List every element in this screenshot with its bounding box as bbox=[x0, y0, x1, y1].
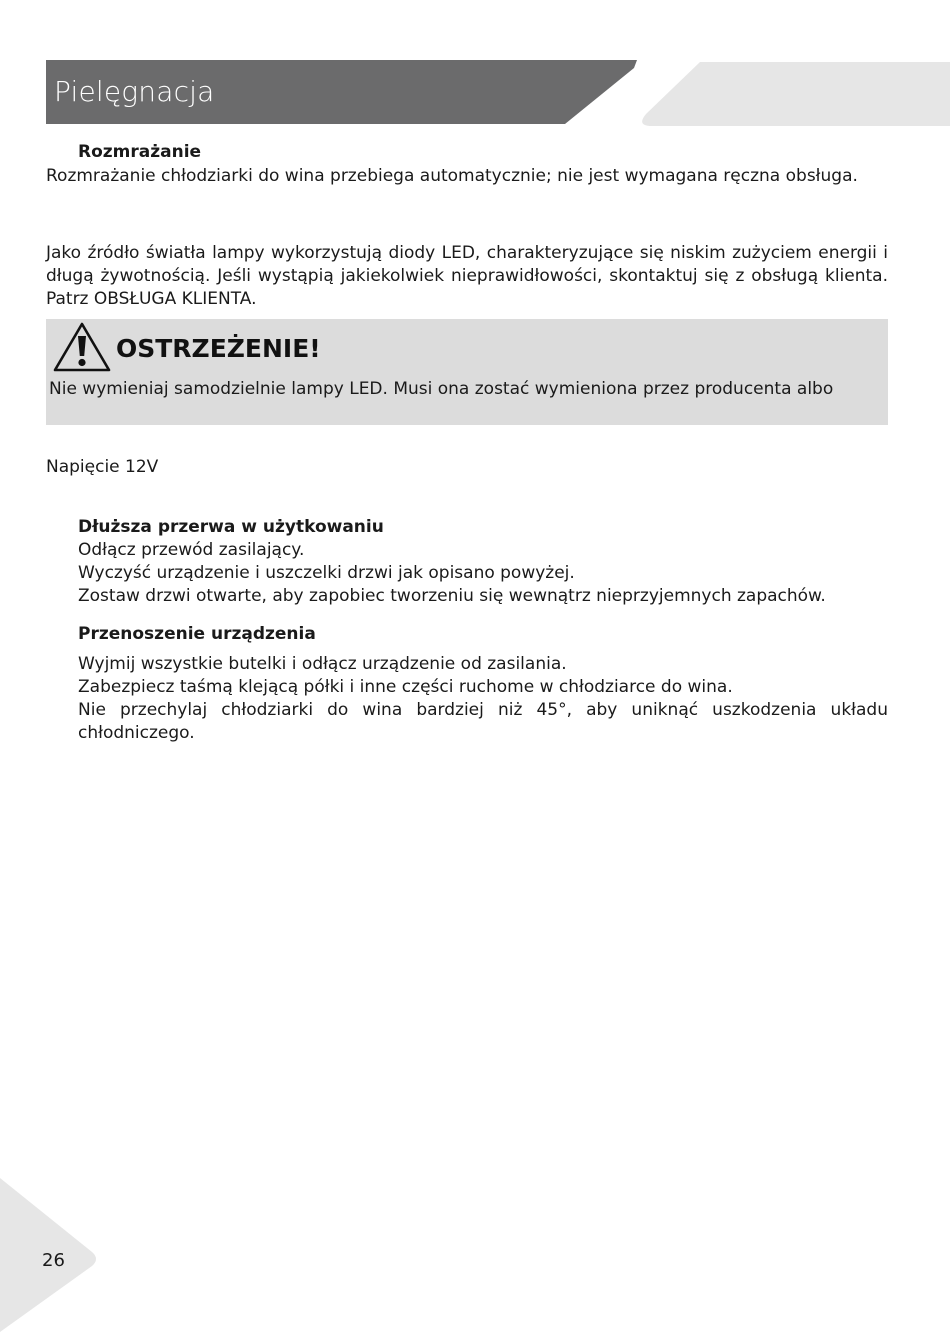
moving-line: Nie przechylaj chłodziarki do wina bardziej niż 45°, aby uniknąć uszkodzenia układu chłodniczego. bbox=[78, 700, 888, 743]
moving-line: Zabezpiecz taśmą klejącą półki i inne części ruchome w chłodziarce do wina. bbox=[78, 677, 733, 697]
page-title: Pielęgnacja bbox=[54, 75, 215, 108]
moving-line: Wyjmij wszystkie butelki i odłącz urządzenie od zasilania. bbox=[78, 654, 567, 674]
warning-text: Nie wymieniaj samodzielnie lampy LED. Musi ona zostać wymieniona przez producenta albo bbox=[49, 379, 834, 399]
warning-title: OSTRZEŻENIE! bbox=[116, 334, 321, 363]
voltage-text: Napięcie 12V bbox=[46, 457, 159, 477]
long-break-line: Zostaw drzwi otwarte, aby zapobiec tworzeniu się wewnątrz nieprzyjemnych zapachów. bbox=[78, 586, 826, 606]
warning-triangle-icon bbox=[52, 321, 112, 373]
page-number: 26 bbox=[42, 1250, 65, 1271]
long-break-list bbox=[78, 539, 888, 608]
long-break-line: Odłącz przewód zasilający. bbox=[78, 540, 305, 560]
long-break-heading: Dłuższa przerwa w użytkowaniu bbox=[78, 517, 384, 537]
header-light-band bbox=[642, 62, 950, 126]
moving-list bbox=[78, 653, 888, 745]
moving-heading: Przenoszenie urządzenia bbox=[78, 624, 316, 644]
defrost-text: Rozmrażanie chłodziarki do wina przebiega automatycznie; nie jest wymagana ręczna obsługa. bbox=[46, 166, 858, 186]
long-break-line: Wyczyść urządzenie i uszczelki drzwi jak opisano powyżej. bbox=[78, 563, 575, 583]
led-info-text: Jako źródło światła lampy wykorzystują diody LED, charakteryzujące się niskim zużyciem energii i długą żywotnością. Jeśli wystąpią jakiekolwiek nieprawidłowości, skontaktuj się z obsługą klienta. Patrz OBSŁUGA KLIENTA. bbox=[46, 243, 888, 309]
defrost-heading: Rozmrażanie bbox=[78, 142, 202, 162]
